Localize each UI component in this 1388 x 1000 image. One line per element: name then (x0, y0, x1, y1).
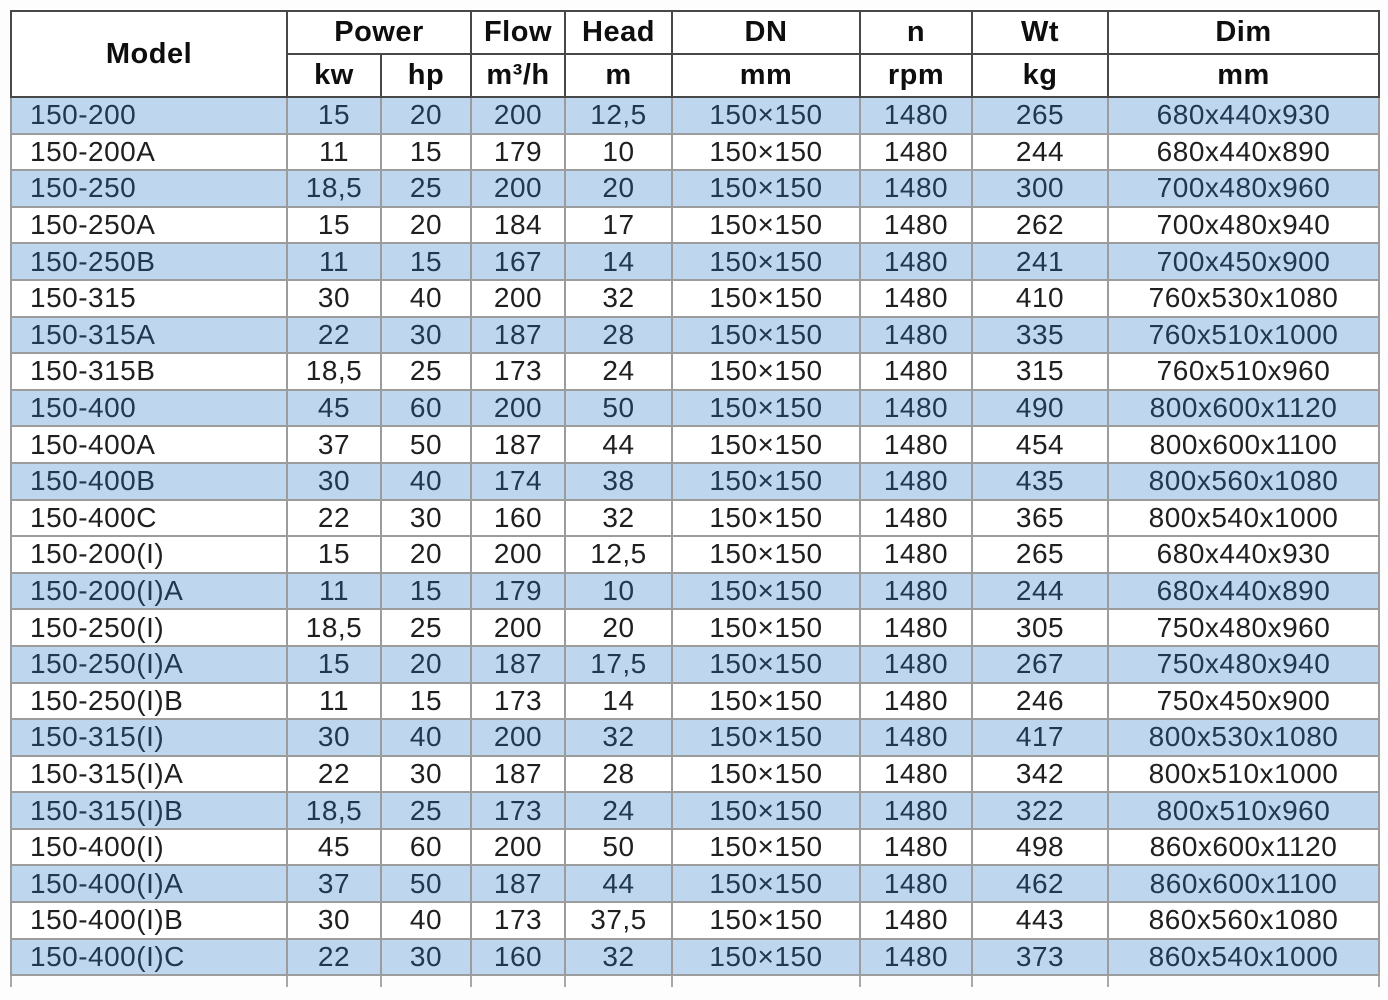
cell-hp: 15 (381, 573, 471, 610)
cell-flow: 200 (471, 536, 565, 573)
cell-wt: 410 (972, 280, 1108, 317)
cell-model: 150-315B (11, 353, 287, 390)
cell-wt: 300 (972, 170, 1108, 207)
cell-wt: 265 (972, 97, 1108, 134)
cell-hp: 15 (381, 243, 471, 280)
cell-kw: 30 (287, 280, 381, 317)
cell-dim: 760x510x960 (1108, 353, 1379, 390)
cell-head: 44 (565, 426, 672, 463)
cell-dn: 150×150 (672, 902, 860, 939)
cell-flow: 187 (471, 317, 565, 354)
cell-head: 50 (565, 390, 672, 427)
cell-head: 17 (565, 207, 672, 244)
cell-hp: 40 (381, 902, 471, 939)
cell-kw: 30 (287, 719, 381, 756)
cell-model: 150-400(I)B (11, 902, 287, 939)
cell-rpm: 1480 (860, 97, 972, 134)
cell-hp: 40 (381, 280, 471, 317)
cell-rpm: 1480 (860, 573, 972, 610)
table-row (11, 609, 1379, 646)
cell-flow: 187 (471, 865, 565, 902)
cell-head: 24 (565, 353, 672, 390)
cell-wt: 265 (972, 536, 1108, 573)
pump-spec-table (10, 10, 1380, 987)
cell-rpm: 1480 (860, 756, 972, 793)
cell-wt: 365 (972, 500, 1108, 537)
cell-flow: 200 (471, 170, 565, 207)
col-unit-n: rpm (860, 54, 972, 97)
table-row (11, 683, 1379, 720)
cell-dn: 150×150 (672, 829, 860, 866)
cropped-cell-stub (672, 975, 860, 987)
cell-head: 32 (565, 500, 672, 537)
table-row (11, 792, 1379, 829)
cell-dim: 760x510x1000 (1108, 317, 1379, 354)
cell-rpm: 1480 (860, 609, 972, 646)
cell-rpm: 1480 (860, 317, 972, 354)
cell-model: 150-250(I)B (11, 683, 287, 720)
cell-model: 150-250(I) (11, 609, 287, 646)
table-row (11, 97, 1379, 134)
cell-dn: 150×150 (672, 500, 860, 537)
cell-model: 150-400B (11, 463, 287, 500)
cell-hp: 20 (381, 536, 471, 573)
cell-kw: 18,5 (287, 170, 381, 207)
cell-rpm: 1480 (860, 939, 972, 976)
cell-dim: 750x480x940 (1108, 646, 1379, 683)
table-row (11, 390, 1379, 427)
cell-kw: 11 (287, 134, 381, 171)
cell-kw: 18,5 (287, 609, 381, 646)
cell-rpm: 1480 (860, 683, 972, 720)
cell-hp: 25 (381, 353, 471, 390)
table-row (11, 463, 1379, 500)
col-unit-kw: kw (287, 54, 381, 97)
cell-dim: 800x510x1000 (1108, 756, 1379, 793)
cell-hp: 20 (381, 97, 471, 134)
table-row (11, 829, 1379, 866)
table-row (11, 500, 1379, 537)
col-unit-hp: hp (381, 54, 471, 97)
cropped-cell-stub (11, 975, 287, 987)
cell-dn: 150×150 (672, 463, 860, 500)
cell-kw: 30 (287, 902, 381, 939)
cell-kw: 11 (287, 243, 381, 280)
col-header-n: n (860, 11, 972, 54)
cell-dim: 680x440x890 (1108, 134, 1379, 171)
cell-hp: 40 (381, 719, 471, 756)
cell-kw: 45 (287, 829, 381, 866)
cell-flow: 200 (471, 829, 565, 866)
cell-head: 12,5 (565, 536, 672, 573)
cell-head: 14 (565, 243, 672, 280)
cell-model: 150-400C (11, 500, 287, 537)
cell-head: 20 (565, 170, 672, 207)
cell-kw: 22 (287, 500, 381, 537)
cell-hp: 25 (381, 170, 471, 207)
cell-hp: 15 (381, 134, 471, 171)
cell-wt: 454 (972, 426, 1108, 463)
cell-dn: 150×150 (672, 683, 860, 720)
cell-model: 150-200(I) (11, 536, 287, 573)
cell-dim: 680x440x890 (1108, 573, 1379, 610)
cell-rpm: 1480 (860, 353, 972, 390)
cell-flow: 160 (471, 939, 565, 976)
cell-rpm: 1480 (860, 829, 972, 866)
cell-hp: 30 (381, 500, 471, 537)
col-unit-head: m (565, 54, 672, 97)
table-row (11, 646, 1379, 683)
cell-wt: 373 (972, 939, 1108, 976)
col-unit-wt: kg (972, 54, 1108, 97)
cropped-cell-stub (471, 975, 565, 987)
cropped-cell-stub (972, 975, 1108, 987)
table-row (11, 207, 1379, 244)
cell-dim: 800x560x1080 (1108, 463, 1379, 500)
cell-kw: 22 (287, 939, 381, 976)
col-header-model: Model (11, 11, 287, 97)
cell-model: 150-400(I)A (11, 865, 287, 902)
cell-wt: 342 (972, 756, 1108, 793)
cell-dim: 860x560x1080 (1108, 902, 1379, 939)
cell-hp: 20 (381, 207, 471, 244)
cell-dn: 150×150 (672, 646, 860, 683)
table-row (11, 426, 1379, 463)
cell-dim: 860x600x1120 (1108, 829, 1379, 866)
cropped-cell-stub (1108, 975, 1379, 987)
table-row (11, 243, 1379, 280)
cell-flow: 200 (471, 97, 565, 134)
cell-model: 150-400(I) (11, 829, 287, 866)
table-row (11, 170, 1379, 207)
cell-head: 10 (565, 134, 672, 171)
cell-dn: 150×150 (672, 573, 860, 610)
cell-hp: 50 (381, 865, 471, 902)
col-header-head: Head (565, 11, 672, 54)
cell-model: 150-250(I)A (11, 646, 287, 683)
cell-wt: 435 (972, 463, 1108, 500)
table-row (11, 719, 1379, 756)
cell-dn: 150×150 (672, 939, 860, 976)
cell-head: 24 (565, 792, 672, 829)
cell-hp: 30 (381, 939, 471, 976)
cell-kw: 22 (287, 317, 381, 354)
col-header-dn: DN (672, 11, 860, 54)
cell-dim: 700x450x900 (1108, 243, 1379, 280)
cell-model: 150-315(I) (11, 719, 287, 756)
cell-wt: 490 (972, 390, 1108, 427)
cell-kw: 22 (287, 756, 381, 793)
cell-flow: 200 (471, 719, 565, 756)
cell-model: 150-315A (11, 317, 287, 354)
cell-wt: 462 (972, 865, 1108, 902)
cell-hp: 60 (381, 829, 471, 866)
cell-wt: 241 (972, 243, 1108, 280)
cell-hp: 30 (381, 317, 471, 354)
cell-rpm: 1480 (860, 134, 972, 171)
cell-flow: 179 (471, 573, 565, 610)
cell-rpm: 1480 (860, 719, 972, 756)
table-row (11, 939, 1379, 976)
cell-flow: 173 (471, 902, 565, 939)
cell-hp: 15 (381, 683, 471, 720)
cell-wt: 262 (972, 207, 1108, 244)
cell-kw: 15 (287, 97, 381, 134)
cell-kw: 15 (287, 536, 381, 573)
cell-flow: 173 (471, 683, 565, 720)
cell-dn: 150×150 (672, 536, 860, 573)
cell-model: 150-250A (11, 207, 287, 244)
cell-kw: 45 (287, 390, 381, 427)
cell-wt: 267 (972, 646, 1108, 683)
cropped-cell-stub (287, 975, 381, 987)
cell-head: 50 (565, 829, 672, 866)
cell-dn: 150×150 (672, 207, 860, 244)
cell-flow: 174 (471, 463, 565, 500)
cell-dn: 150×150 (672, 243, 860, 280)
cell-dim: 700x480x940 (1108, 207, 1379, 244)
cell-dn: 150×150 (672, 609, 860, 646)
cell-flow: 179 (471, 134, 565, 171)
cell-head: 28 (565, 317, 672, 354)
cell-wt: 244 (972, 134, 1108, 171)
cell-dim: 700x480x960 (1108, 170, 1379, 207)
cell-model: 150-400A (11, 426, 287, 463)
cell-model: 150-315(I)B (11, 792, 287, 829)
cell-wt: 244 (972, 573, 1108, 610)
cell-hp: 30 (381, 756, 471, 793)
cell-rpm: 1480 (860, 500, 972, 537)
cell-model: 150-200A (11, 134, 287, 171)
cell-flow: 187 (471, 756, 565, 793)
table-row (11, 280, 1379, 317)
cell-dim: 800x600x1120 (1108, 390, 1379, 427)
cell-rpm: 1480 (860, 170, 972, 207)
col-header-flow: Flow (471, 11, 565, 54)
col-unit-flow: m³/h (471, 54, 565, 97)
cell-kw: 37 (287, 865, 381, 902)
table-row (11, 317, 1379, 354)
table-row (11, 134, 1379, 171)
cell-wt: 417 (972, 719, 1108, 756)
cell-model: 150-315 (11, 280, 287, 317)
cell-flow: 184 (471, 207, 565, 244)
cropped-cell-stub (565, 975, 672, 987)
table-row (11, 902, 1379, 939)
cell-dn: 150×150 (672, 170, 860, 207)
cell-kw: 18,5 (287, 353, 381, 390)
cell-head: 32 (565, 939, 672, 976)
cell-rpm: 1480 (860, 792, 972, 829)
cell-dn: 150×150 (672, 97, 860, 134)
cell-wt: 322 (972, 792, 1108, 829)
cell-kw: 37 (287, 426, 381, 463)
cell-dn: 150×150 (672, 426, 860, 463)
cell-head: 10 (565, 573, 672, 610)
cell-flow: 200 (471, 390, 565, 427)
cell-flow: 187 (471, 646, 565, 683)
cell-wt: 443 (972, 902, 1108, 939)
cell-dn: 150×150 (672, 756, 860, 793)
col-header-wt: Wt (972, 11, 1108, 54)
cell-hp: 20 (381, 646, 471, 683)
cell-flow: 160 (471, 500, 565, 537)
cell-rpm: 1480 (860, 536, 972, 573)
cell-flow: 167 (471, 243, 565, 280)
cell-dim: 750x450x900 (1108, 683, 1379, 720)
table-body (11, 97, 1379, 987)
cell-model: 150-400(I)C (11, 939, 287, 976)
cell-dim: 860x600x1100 (1108, 865, 1379, 902)
cell-kw: 15 (287, 646, 381, 683)
cell-head: 14 (565, 683, 672, 720)
col-header-dim: Dim (1108, 11, 1379, 54)
cell-dim: 680x440x930 (1108, 97, 1379, 134)
cell-head: 20 (565, 609, 672, 646)
cell-head: 28 (565, 756, 672, 793)
table-row (11, 865, 1379, 902)
cell-model: 150-400 (11, 390, 287, 427)
cell-flow: 173 (471, 792, 565, 829)
cell-dn: 150×150 (672, 390, 860, 427)
cell-dn: 150×150 (672, 280, 860, 317)
cell-head: 12,5 (565, 97, 672, 134)
cell-head: 38 (565, 463, 672, 500)
col-header-power: Power (287, 11, 471, 54)
cell-rpm: 1480 (860, 426, 972, 463)
cell-hp: 50 (381, 426, 471, 463)
cell-kw: 11 (287, 573, 381, 610)
cropped-row-stub (11, 975, 1379, 987)
cell-rpm: 1480 (860, 207, 972, 244)
col-unit-dn: mm (672, 54, 860, 97)
cropped-cell-stub (381, 975, 471, 987)
cell-dn: 150×150 (672, 353, 860, 390)
cell-wt: 246 (972, 683, 1108, 720)
header-row-titles (11, 11, 1379, 54)
cell-wt: 498 (972, 829, 1108, 866)
cell-rpm: 1480 (860, 243, 972, 280)
cell-kw: 15 (287, 207, 381, 244)
cell-rpm: 1480 (860, 646, 972, 683)
col-unit-dim: mm (1108, 54, 1379, 97)
cell-rpm: 1480 (860, 390, 972, 427)
table-row (11, 353, 1379, 390)
cell-dim: 860x540x1000 (1108, 939, 1379, 976)
cell-rpm: 1480 (860, 865, 972, 902)
cell-dim: 800x540x1000 (1108, 500, 1379, 537)
cell-wt: 335 (972, 317, 1108, 354)
cell-hp: 40 (381, 463, 471, 500)
cell-dim: 680x440x930 (1108, 536, 1379, 573)
cell-dim: 750x480x960 (1108, 609, 1379, 646)
cell-dim: 800x510x960 (1108, 792, 1379, 829)
cell-dim: 800x530x1080 (1108, 719, 1379, 756)
cropped-cell-stub (860, 975, 972, 987)
cell-kw: 30 (287, 463, 381, 500)
cell-dn: 150×150 (672, 865, 860, 902)
cell-dn: 150×150 (672, 134, 860, 171)
cell-dn: 150×150 (672, 719, 860, 756)
cell-flow: 200 (471, 280, 565, 317)
cell-dim: 800x600x1100 (1108, 426, 1379, 463)
cell-kw: 11 (287, 683, 381, 720)
table-row (11, 756, 1379, 793)
cell-model: 150-250 (11, 170, 287, 207)
cell-model: 150-200(I)A (11, 573, 287, 610)
cell-rpm: 1480 (860, 280, 972, 317)
cell-rpm: 1480 (860, 463, 972, 500)
table-row (11, 536, 1379, 573)
cell-head: 32 (565, 719, 672, 756)
cell-dn: 150×150 (672, 792, 860, 829)
cell-head: 37,5 (565, 902, 672, 939)
cell-head: 32 (565, 280, 672, 317)
cell-model: 150-250B (11, 243, 287, 280)
cell-dn: 150×150 (672, 317, 860, 354)
cell-flow: 187 (471, 426, 565, 463)
cell-flow: 173 (471, 353, 565, 390)
cell-wt: 305 (972, 609, 1108, 646)
cell-flow: 200 (471, 609, 565, 646)
cell-model: 150-200 (11, 97, 287, 134)
cell-wt: 315 (972, 353, 1108, 390)
cell-rpm: 1480 (860, 902, 972, 939)
cell-model: 150-315(I)A (11, 756, 287, 793)
cell-head: 44 (565, 865, 672, 902)
cell-hp: 25 (381, 792, 471, 829)
cell-hp: 25 (381, 609, 471, 646)
cell-dim: 760x530x1080 (1108, 280, 1379, 317)
cell-head: 17,5 (565, 646, 672, 683)
cell-kw: 18,5 (287, 792, 381, 829)
table-row (11, 573, 1379, 610)
table-header (11, 11, 1379, 97)
cell-hp: 60 (381, 390, 471, 427)
